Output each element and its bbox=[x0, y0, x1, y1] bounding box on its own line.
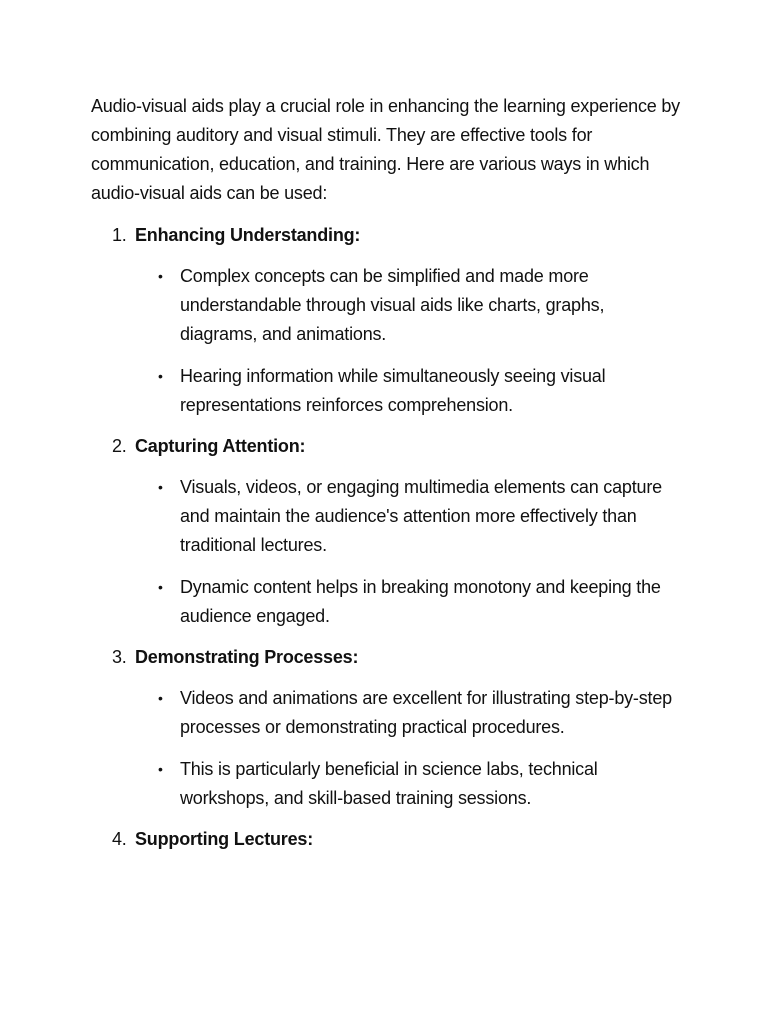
section-heading: Capturing Attention: bbox=[135, 436, 306, 456]
list-item bbox=[91, 684, 681, 742]
bullet-icon: • bbox=[158, 368, 163, 384]
bullet-list bbox=[91, 473, 681, 631]
bullet-text: Hearing information while simultaneously seeing visual representations reinforces comprehension. bbox=[180, 366, 606, 415]
section-heading-row bbox=[91, 825, 681, 854]
list-item bbox=[91, 573, 681, 631]
list-number: 2. bbox=[112, 436, 127, 456]
bullet-icon: • bbox=[158, 761, 163, 777]
bullet-text: Complex concepts can be simplified and made more understandable through visual aids like charts, graphs, diagrams, and animations. bbox=[180, 266, 605, 344]
list-number: 3. bbox=[112, 647, 127, 667]
section-1 bbox=[91, 221, 681, 420]
bullet-icon: • bbox=[158, 479, 163, 495]
list-item bbox=[91, 262, 681, 349]
bullet-text: Videos and animations are excellent for illustrating step-by-step processes or demonstrating practical procedures. bbox=[180, 688, 672, 737]
bullet-list bbox=[91, 684, 681, 813]
section-heading-row bbox=[91, 221, 681, 250]
bullet-text: Dynamic content helps in breaking monotony and keeping the audience engaged. bbox=[180, 577, 661, 626]
section-heading: Enhancing Understanding: bbox=[135, 225, 361, 245]
bullet-icon: • bbox=[158, 268, 163, 284]
list-number: 4. bbox=[112, 829, 127, 849]
section-2 bbox=[91, 432, 681, 631]
bullet-text: Visuals, videos, or engaging multimedia elements can capture and maintain the audience's attention more effectively than traditional lectures. bbox=[180, 477, 662, 555]
section-heading-row bbox=[91, 432, 681, 461]
section-heading: Supporting Lectures: bbox=[135, 829, 314, 849]
intro-paragraph: Audio-visual aids play a crucial role in enhancing the learning experience by combining auditory and visual stimuli. They are effective tools for communication, education, and training. Here are various ways in which audio-visual aids can be used: bbox=[91, 96, 680, 203]
section-heading-row bbox=[91, 643, 681, 672]
section-4 bbox=[91, 825, 681, 854]
list-item bbox=[91, 473, 681, 560]
section-heading: Demonstrating Processes: bbox=[135, 647, 359, 667]
list-item bbox=[91, 362, 681, 420]
bullet-list bbox=[91, 262, 681, 420]
list-number: 1. bbox=[112, 225, 127, 245]
bullet-icon: • bbox=[158, 579, 163, 595]
bullet-text: This is particularly beneficial in science labs, technical workshops, and skill-based training sessions. bbox=[180, 759, 598, 808]
section-3 bbox=[91, 643, 681, 813]
bullet-icon: • bbox=[158, 690, 163, 706]
list-item bbox=[91, 755, 681, 813]
document-page bbox=[91, 92, 681, 866]
